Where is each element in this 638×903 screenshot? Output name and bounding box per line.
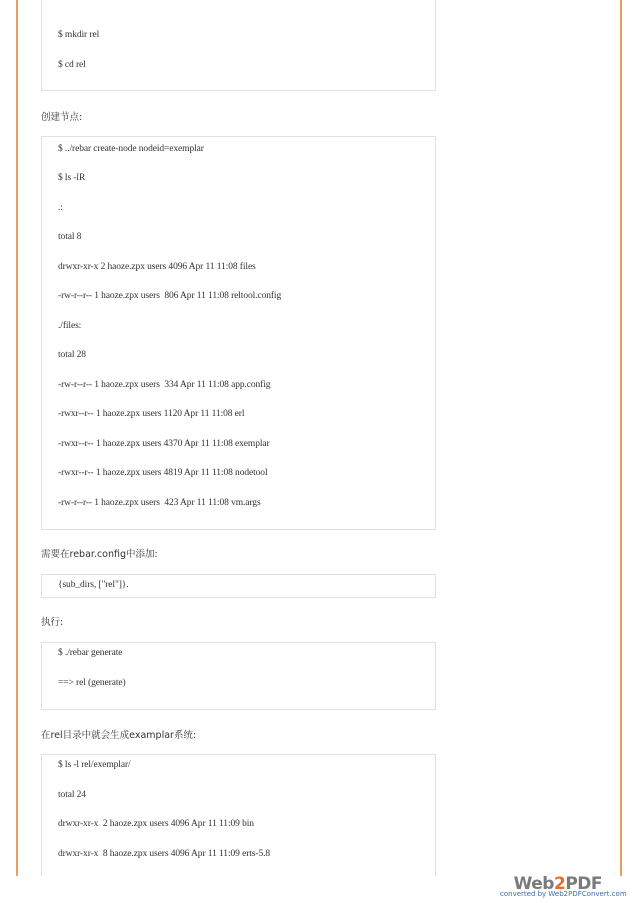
code-line: total 28 xyxy=(58,350,86,360)
code-line: ./files: xyxy=(58,321,82,331)
code-line: $ ../rebar create-node nodeid=exemplar xyxy=(58,144,204,154)
code-line: -rw-r--r-- 1 haoze.zpx users 334 Apr 11 11:08 app.config xyxy=(58,380,271,390)
code-block-ls-exemplar xyxy=(41,754,436,876)
heading-add-config: 需要在rebar.config中添加: xyxy=(41,549,158,560)
code-block-mkdir xyxy=(41,0,436,91)
code-line: drwxr-xr-x 8 haoze.zpx users 4096 Apr 11 11:09 erts-5.8 xyxy=(58,849,271,859)
code-line: -rw-r--r-- 1 haoze.zpx users 806 Apr 11 11:08 reltool.config xyxy=(58,291,282,301)
code-block-sub-dirs xyxy=(41,574,436,598)
watermark-link[interactable]: converted by Web2PDFConvert.com xyxy=(500,890,627,898)
web2pdf-watermark xyxy=(500,874,627,898)
logo-two-text: 2 xyxy=(553,874,566,894)
code-line: $ cd rel xyxy=(58,60,86,70)
code-line: $ ./rebar generate xyxy=(58,648,123,658)
code-line: -rwxr--r-- 1 haoze.zpx users 4370 Apr 11 11:08 exemplar xyxy=(58,439,270,449)
heading-generated: 在rel目录中就会生成examplar系统: xyxy=(41,730,197,741)
code-line: $ ls -l rel/exemplar/ xyxy=(58,760,131,770)
code-line: $ ls -lR xyxy=(58,173,86,183)
code-line: ==> rel (generate) xyxy=(58,678,126,688)
code-line: .: xyxy=(58,203,63,213)
code-line: {sub_dirs, ["rel"]}. xyxy=(58,580,129,590)
code-line: total 24 xyxy=(58,790,86,800)
code-line: -rwxr--r-- 1 haoze.zpx users 4819 Apr 11 11:08 nodetool xyxy=(58,468,268,478)
code-line: total 8 xyxy=(58,232,82,242)
left-margin-rule xyxy=(16,0,18,876)
code-block-create-node xyxy=(41,136,436,530)
heading-create-node: 创建节点: xyxy=(41,112,83,123)
code-line: -rw-r--r-- 1 haoze.zpx users 423 Apr 11 11:08 vm.args xyxy=(58,498,261,508)
logo-pdf-text: PDF xyxy=(565,874,602,894)
code-block-generate xyxy=(41,642,436,710)
code-line: drwxr-xr-x 2 haoze.zpx users 4096 Apr 11 11:09 bin xyxy=(58,819,254,829)
code-line: -rwxr--r-- 1 haoze.zpx users 1120 Apr 11 11:08 erl xyxy=(58,409,245,419)
logo-web-text: Web xyxy=(513,874,554,894)
code-line: $ mkdir rel xyxy=(58,30,100,40)
right-margin-rule xyxy=(620,0,622,876)
heading-execute: 执行: xyxy=(41,617,64,628)
code-line: drwxr-xr-x 2 haoze.zpx users 4096 Apr 11 11:08 files xyxy=(58,262,256,272)
